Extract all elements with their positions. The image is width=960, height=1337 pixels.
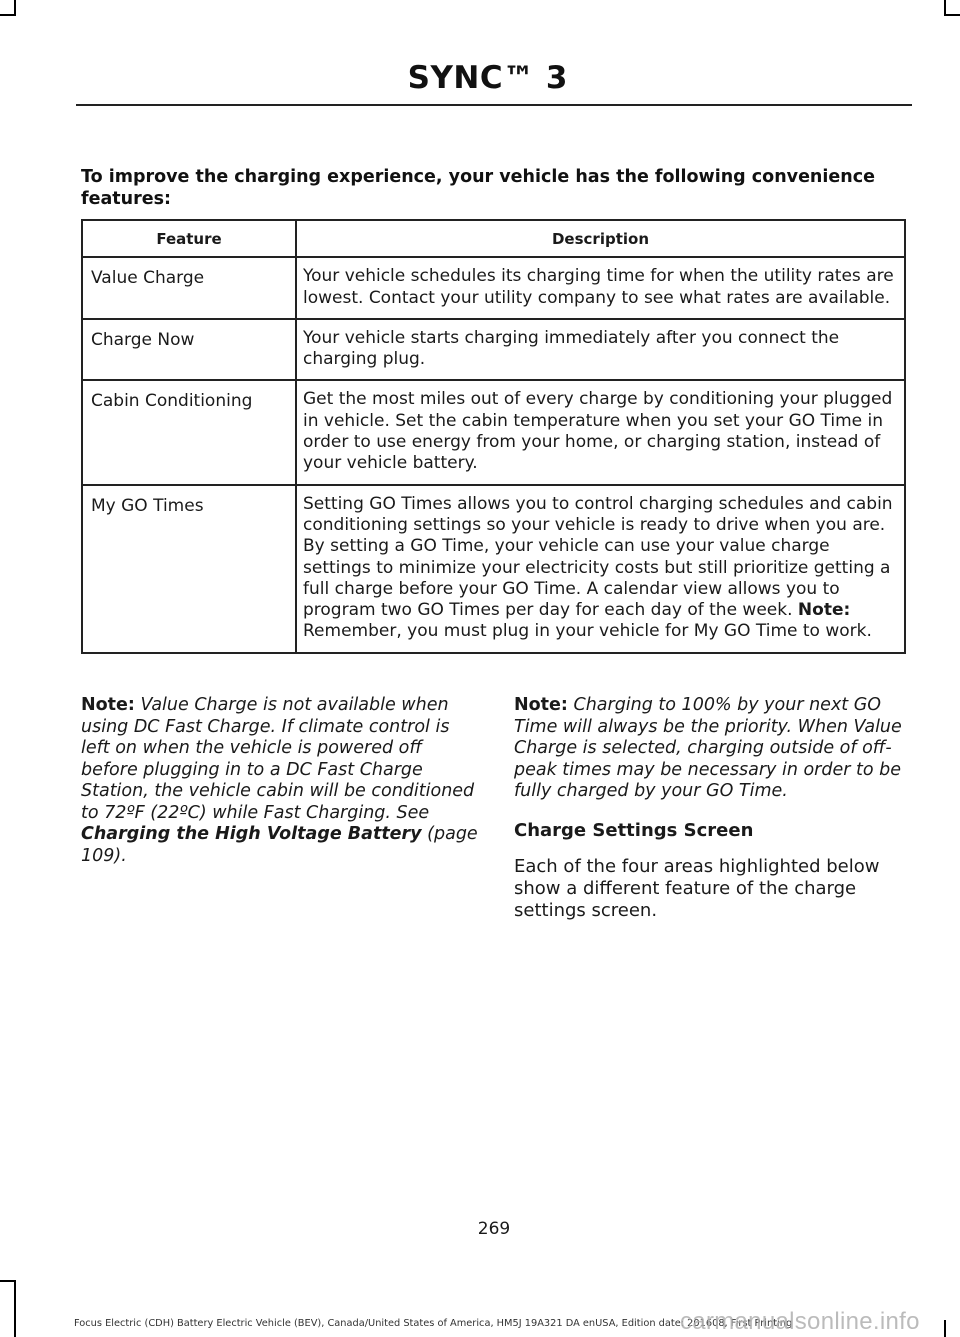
feature-column-header: Feature: [82, 220, 296, 257]
page-header-title: SYNC™ 3: [407, 60, 568, 96]
features-table: [81, 219, 906, 654]
page-reference: (page 109).: [81, 824, 478, 866]
note-text: Charging to 100% by your next GO Time will always be the priority. When Value Charge is selected, charging outside of off-peak times may be necessary in order to be fully charged by your GO Time.: [514, 695, 902, 801]
watermark: carmanualsonline.info: [680, 1308, 920, 1335]
crop-mark: [0, 14, 16, 16]
note-label: Note:: [514, 695, 568, 715]
section-body: Each of the four areas highlighted below show a different feature of the charge settings screen.: [514, 856, 880, 921]
table-row: [82, 319, 905, 381]
description-column-header: Description: [296, 220, 905, 257]
table-header-row: [82, 220, 905, 257]
note-text: Remember, you must plug in your vehicle for My GO Time to work.: [303, 621, 872, 642]
description-text: Setting GO Times allows you to control charging schedules and cabin conditioning settings so your vehicle is ready to drive when you are. By setting a GO Time, your vehicle can use your value charge settings to minimize your electricity costs but still prioritize getting a full charge before your GO Time. A calendar view allows you to program two GO Times per day for each day of the week.: [303, 493, 893, 621]
table-row: [82, 380, 905, 484]
crop-mark: [944, 1320, 946, 1337]
crop-mark: [944, 14, 960, 16]
feature-cell: My GO Times: [82, 485, 296, 653]
description-cell: [296, 485, 905, 653]
feature-cell: Cabin Conditioning: [82, 380, 296, 484]
description-cell: Your vehicle starts charging immediately after you connect the charging plug.: [296, 319, 905, 381]
crop-mark: [0, 1280, 16, 1282]
page-number: 269: [477, 1219, 511, 1239]
document-footer: Focus Electric (CDH) Battery Electric Vehicle (BEV), Canada/United States of America, HM5J 19A321 DA enUSA, Edition date: 201608, First Printing: [74, 1318, 793, 1329]
note-text: Value Charge is not available when using DC Fast Charge. If climate control is left on when the vehicle is powered off before plugging in to a DC Fast Charge Station, the vehicle cabin will be conditioned to 72ºF (22ºC) while Fast Charging. See: [81, 695, 475, 823]
feature-cell: Value Charge: [82, 257, 296, 319]
crop-mark: [14, 1280, 16, 1337]
feature-cell: Charge Now: [82, 319, 296, 381]
note-label: Note:: [81, 695, 135, 715]
value-charge-note: [81, 695, 481, 867]
note-label: Note:: [797, 600, 851, 621]
description-cell: Get the most miles out of every charge by conditioning your plugged in vehicle. Set the cabin temperature when you set your GO Time in order to use energy from your home, or charging station, instead of your vehicle battery.: [296, 380, 905, 484]
header-divider: [76, 104, 912, 106]
table-row: [82, 485, 905, 653]
section-heading: Charge Settings Screen: [514, 820, 754, 841]
intro-heading: To improve the charging experience, your vehicle has the following convenience features:: [81, 167, 875, 209]
table-row: [82, 257, 905, 319]
cross-reference-link[interactable]: Charging the High Voltage Battery: [81, 824, 422, 844]
description-cell: Your vehicle schedules its charging time for when the utility rates are lowest. Contact your utility company to see what rates are available.: [296, 257, 905, 319]
go-time-note: [514, 695, 914, 803]
